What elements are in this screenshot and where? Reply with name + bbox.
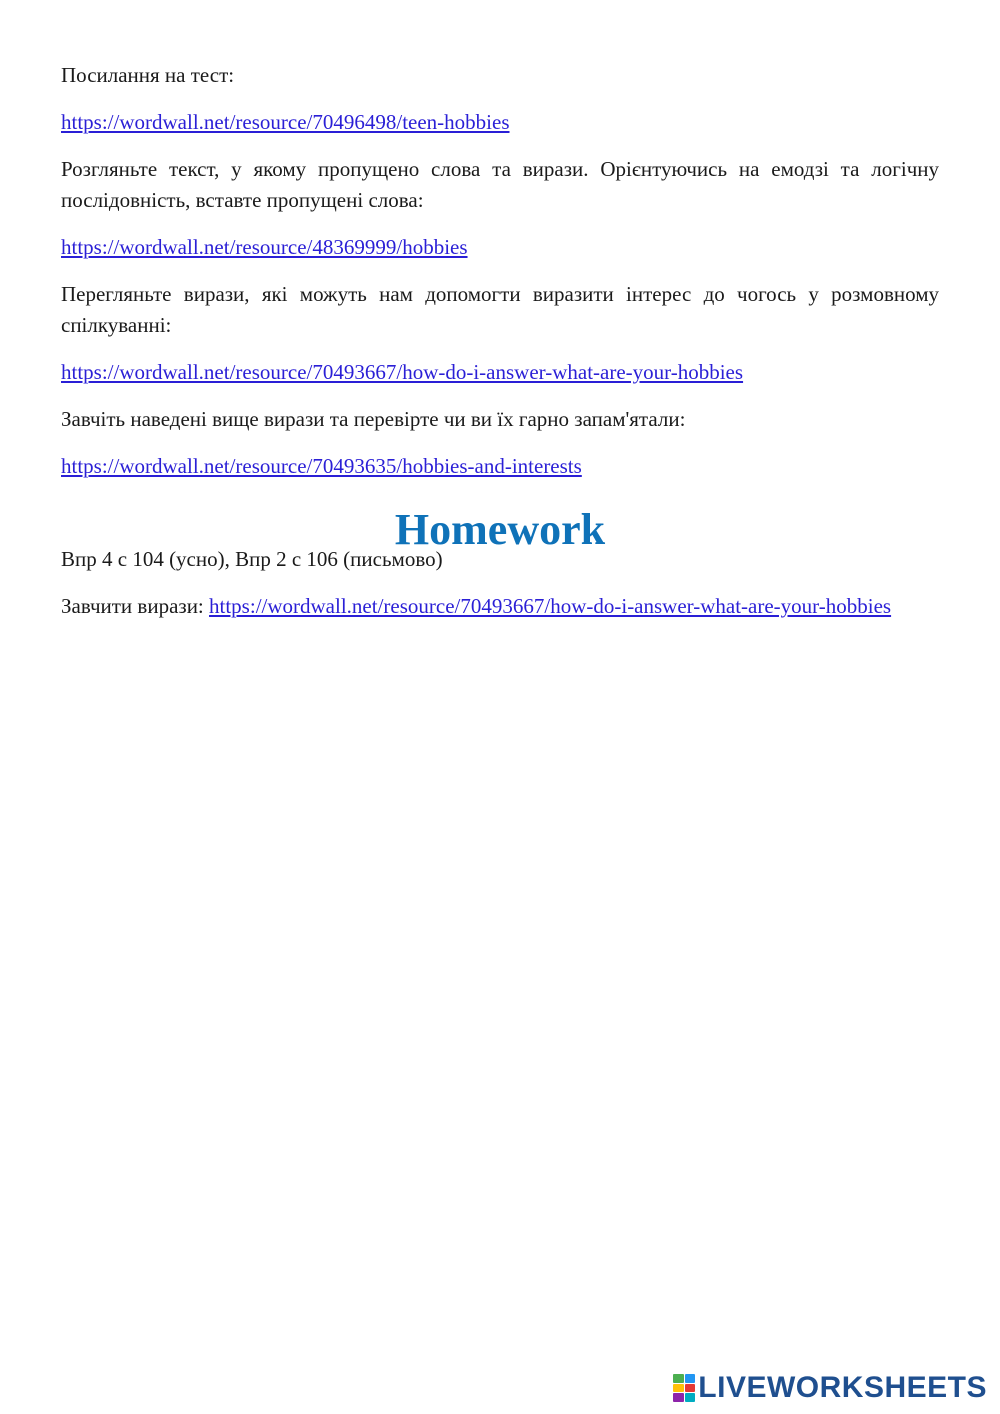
liveworksheets-logo[interactable] bbox=[673, 1370, 987, 1406]
fill-gaps-instruction: Розгляньте текст, у якому пропущено слова та вирази. Орієнтуючись на емодзі та логічну послідовність, вставте пропущені слова: bbox=[61, 157, 939, 212]
how-do-i-answer-link[interactable]: https://wordwall.net/resource/70493667/how-do-i-answer-what-are-your-hobbies bbox=[61, 360, 744, 384]
liveworksheets-logo-icon bbox=[673, 1374, 695, 1402]
homework-expressions-link[interactable]: https://wordwall.net/resource/70493667/how-do-i-answer-what-are-your-hobbies bbox=[209, 594, 892, 618]
teen-hobbies-link[interactable]: https://wordwall.net/resource/70496498/teen-hobbies bbox=[61, 110, 510, 134]
document-body bbox=[61, 60, 939, 638]
test-link-paragraph bbox=[61, 107, 939, 138]
homework-memorize bbox=[61, 591, 939, 622]
hobbies-link[interactable]: https://wordwall.net/resource/48369999/hobbies bbox=[61, 235, 468, 259]
expressions-link-paragraph bbox=[61, 357, 939, 388]
hobbies-link-paragraph bbox=[61, 232, 939, 263]
homework-heading: Homework bbox=[394, 505, 606, 554]
liveworksheets-logo-text: LIVEWORKSHEETS bbox=[698, 1371, 987, 1404]
expressions-instruction: Перегляньте вирази, які можуть нам допомогти виразити інтерес до чогось у розмовному спілкуванні: bbox=[61, 282, 939, 337]
interests-link-paragraph bbox=[61, 451, 939, 482]
memorize-instruction: Завчіть наведені вище вирази та перевірте чи ви їх гарно запам'ятали: bbox=[61, 407, 686, 431]
homework-exercises: Впр 4 с 104 (усно), Впр 2 с 106 (письмово) bbox=[61, 547, 443, 571]
hobbies-and-interests-link[interactable]: https://wordwall.net/resource/70493635/hobbies-and-interests bbox=[61, 454, 582, 478]
homework-memorize-label: Завчити вирази: bbox=[61, 594, 210, 618]
test-link-label: Посилання на тест: bbox=[61, 63, 235, 87]
